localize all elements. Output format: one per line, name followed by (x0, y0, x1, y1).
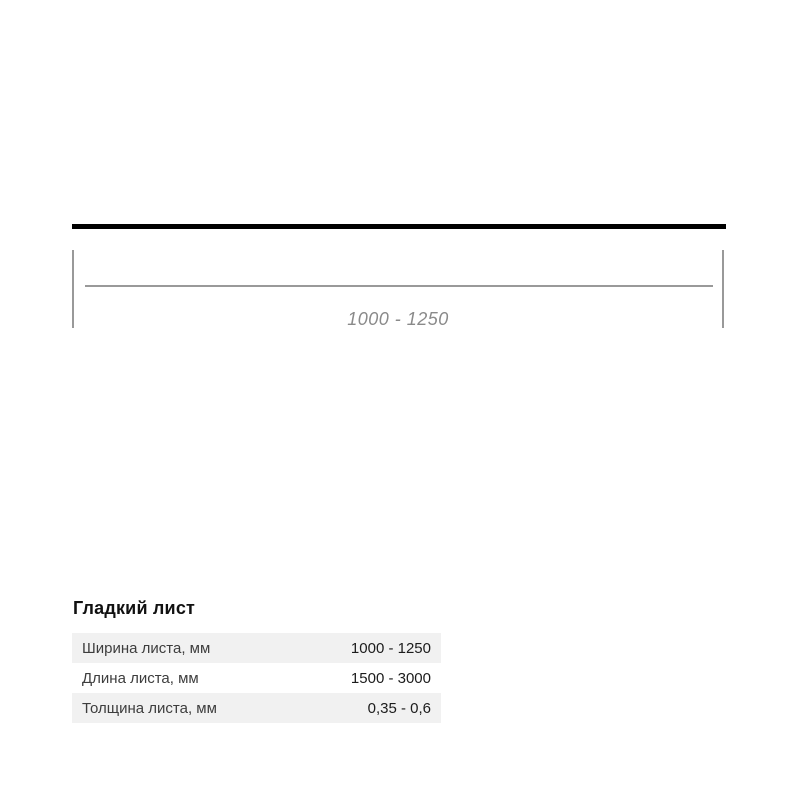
table-row (72, 663, 441, 693)
row-label: Ширина листа, мм (82, 639, 211, 657)
row-value: 0,35 - 0,6 (367, 699, 431, 717)
row-value: 1500 - 3000 (350, 669, 431, 687)
row-label: Длина листа, мм (82, 669, 199, 687)
spec-table (72, 633, 441, 723)
section-title: Гладкий лист (73, 598, 196, 618)
dimension-line (85, 285, 713, 287)
dimension-label: 1000 - 1250 (347, 309, 449, 329)
sheet-profile-bar (72, 224, 726, 229)
row-label: Толщина листа, мм (82, 699, 217, 717)
table-row (72, 693, 441, 723)
table-row (72, 633, 441, 663)
row-value: 1000 - 1250 (350, 639, 431, 657)
